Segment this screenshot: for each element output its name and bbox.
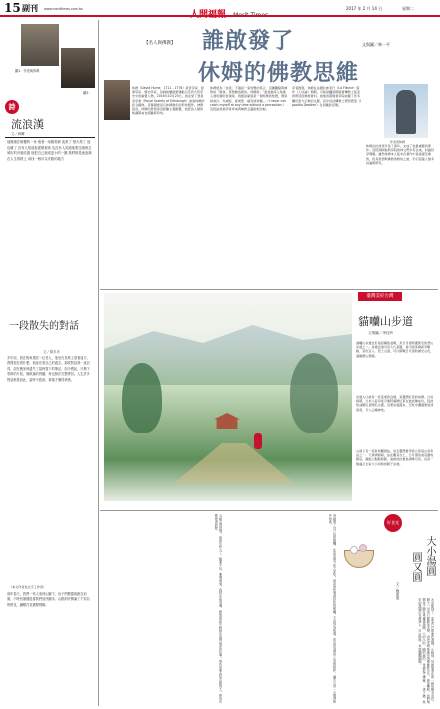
painting-pavilion — [214, 413, 240, 429]
header-rule — [0, 15, 440, 17]
issue-date: 2017 年 2 月 14 日 — [346, 6, 383, 11]
soup-bowl — [344, 550, 374, 568]
bottom-body-col2: 父親走得很慢，他說年紀大了，膝蓋不好，要慢慢來。我陪在他身邊，聽他說起年輕時在這裡採茶的往事。那些故事我從小聽到大，卻每次都覺得新鮮。 — [213, 514, 222, 704]
travel-badge — [358, 292, 402, 301]
essay-title: 一段散失的對話 — [9, 321, 79, 332]
feature-title-line1: 誰啟發了 — [202, 28, 295, 54]
soup-article — [338, 512, 438, 706]
feature-bottom-rule — [100, 289, 438, 290]
page-number: 15 — [4, 1, 21, 15]
travel-bottom-rule — [100, 510, 438, 511]
feature-body-col4: 休姆在拉弗萊什待了兩年，完成了他最重要的著作。這段期間他與學院的神父們多有往來，討論哲學問題。雖然休姆本人從未在著作中直接提及佛教，但其思想與佛教的相似之處，仍引起後人諸多討論與研究。 — [366, 144, 435, 165]
photo-author-with-hume — [21, 24, 59, 66]
painting-tree-right — [290, 353, 338, 433]
issue-weekday: 星期二 — [402, 6, 414, 11]
soup-title-line1: 大小湯圓 — [424, 536, 435, 576]
feature-body-col1: 休姆（David Hume，1711－1776）是哲學家、經濟學家、歷史學家，是蘇格蘭啟蒙運動以及西方哲學史中的重要人物。2016年10月20日，我在愛丁堡皇家學會（Royal Society of Edinburgh）看到休姆的紀念銅像。這尊銅像是以休姆晚年的形象製作，神情從容。休姆的思想深受經驗主義影響，他認為人類的知識都來自經驗與印象。 — [132, 86, 205, 116]
travel-badge-label: 臺灣美好台灣 — [366, 294, 394, 299]
photo1-caption: 圖1：作者與休姆 — [15, 69, 40, 73]
essay-body: 多年前，我在街角遇見一位老人，他坐在長椅上望著遠方。我問他在看什麼，他說在看自己的過去。那段對話我一直記得，卻在搬家時遺失了當時寫下的筆記。如今想起，只剩下零碎的片段，像散落的拼圖，再也無法完整拼回。人生許多對話都是如此，當時不經意，事後才懂得珍惜。 — [7, 356, 90, 382]
essay-author: 文／廖多多 — [43, 350, 60, 354]
feature-author: 文與圖／林一平 — [362, 42, 390, 47]
travel-author: 文與圖／李佳玲 — [368, 331, 394, 335]
tangyuan-ball-1 — [350, 546, 358, 554]
left-bottom-text: 那年春天，我們一家人來到山腳下，孩子們興奮地跑在前頭，不時回頭催促著我們加快腳步。山路兩旁開滿了不知名的野花，蝴蝶在花叢間飛舞。 — [7, 592, 90, 607]
feature-article — [100, 20, 438, 288]
travel-body-col1: 貓囒山步道位於南投縣魚池鄉，是日月潭周邊著名的登山步道之一。步道沿途可見大片茶園，春天時茶樹新芽嫩綠，景色宜人。登上山頂，可以俯瞰日月潭的湖光山色，遠眺群山環繞。 — [356, 341, 434, 358]
soup-title-line2: 圓又圓 — [410, 552, 421, 582]
photo-bust — [61, 48, 95, 88]
section-name: 副刊 — [22, 4, 38, 13]
painting-path — [174, 443, 294, 483]
bottom-body-col3: 母親帶了自己包的飯糰，在涼亭裡分給大家吃。那是我吃過最好吃的飯糰，不是因為味道，而是因為那份心意與陪伴，讓平凡的一天變得格外珍貴。 — [327, 514, 336, 704]
travel-title: 貓囒山步道 — [358, 315, 413, 328]
left-column-divider — [98, 20, 99, 706]
poem-badge — [5, 100, 19, 114]
poem-badge-label: 詩 — [8, 103, 16, 111]
statue-figure — [396, 90, 416, 134]
feature-body-col3: 學者推測，休姆在法國拉弗萊什（La Flèche）寫作《人性論》期間，可能接觸到耶穌會傳教士從亞洲帶回的佛教資料。當地的耶穌會學院收藏了許多關於東方宗教的文獻，其中包括傳教士德西德里（Ippolito Desideri）在西藏的見聞。 — [292, 86, 361, 107]
left-column — [3, 20, 97, 706]
travel-article — [100, 291, 438, 509]
painting-tree-left — [122, 363, 162, 433]
feature-body-col2: 休姆認為「自我」不過是一束知覺的集合，這種觀點與佛教的「無我」思想頗為相似。休姆說：「當我最深入地進入我所謂的自我時，我總是碰到某一個特殊的知覺，例如熱或冷、光或暗、愛或恨、痛苦或快樂。」（I never can catch myself at any time without a perception.）這段話常被學者拿來與佛教五蘊說相比較。 — [210, 86, 288, 112]
photo-hume-statue — [384, 84, 428, 138]
painting-figure — [254, 433, 262, 449]
page-header — [0, 0, 440, 18]
photo-hume-portrait — [104, 80, 130, 120]
poem-divider — [5, 137, 95, 138]
photo2-caption: 圖3： — [83, 91, 92, 95]
poem-author: 文／林暉 — [11, 132, 25, 136]
site-url: www.merittimes.com.tw — [44, 7, 83, 11]
essay-footer: （本文作者為文字工作者） — [9, 585, 47, 589]
poem-body: 他蜷縮在騎樓的一角 抱著一床舊棉被 夜來了 燈火熄了 他也睡了 沒有人知道他從哪裡來 也沒有人知道他要往哪裡去 城市的冷風吹過 他把自己縮成更小的一團 我們都是流浪漢 在人生的路上 尋找一個可以安歇的地方 — [7, 140, 92, 161]
painting-tea-garden — [104, 293, 352, 501]
travel-body-col3: 山頂上有一座氣象觀測站，是全臺灣最早設立的高山氣象站之一。天氣晴朗時，站在觀景台上，日月潭的美景盡收眼底，湖面上點點船影，遠處的拉魯島清晰可見，這是一條適合全家大小同遊的親子步道。 — [356, 449, 434, 466]
feature-kicker: 【名人與佛教】 — [144, 41, 176, 46]
soup-badge-label: 好食光 — [387, 520, 399, 525]
photo-caption-statue: 作者書休姆 — [390, 140, 406, 144]
soup-badge — [384, 514, 402, 532]
soup-illustration — [342, 534, 376, 574]
feature-title-line2: 休姆的佛教思維 — [198, 60, 360, 86]
tangyuan-ball-2 — [359, 544, 367, 552]
masthead-logo — [190, 2, 272, 14]
travel-body-col2: 步道入口處有一座茶業改良場，是臺灣紅茶的故鄉。日治時期，日本人從印度引進阿薩姆紅茶在此試種成功，從此魚池鄉紅茶聞名全臺。沿著步道漫步，空氣中瀰漫著淡淡茶香，令人心曠神怡。 — [356, 395, 434, 412]
poem-title: 流浪漢 — [11, 118, 44, 131]
soup-body: 元宵節到了，家家戶戶都要吃湯圓。小時候，母親總會在前一晚把糯米泡好，隔天一早用石磨磨成米漿，再把米漿裝進布袋裡壓乾水分，做成粿粹。我們幾個孩子圍在桌邊搓湯圓，大的小的、圓的扁的，母親從不嫌棄，一律下鍋。煮好的湯圓浮在甜湯上，白白胖胖，象徵團團圓圓。 — [417, 598, 434, 704]
soup-author: 文／鄭惠美 — [396, 582, 400, 600]
